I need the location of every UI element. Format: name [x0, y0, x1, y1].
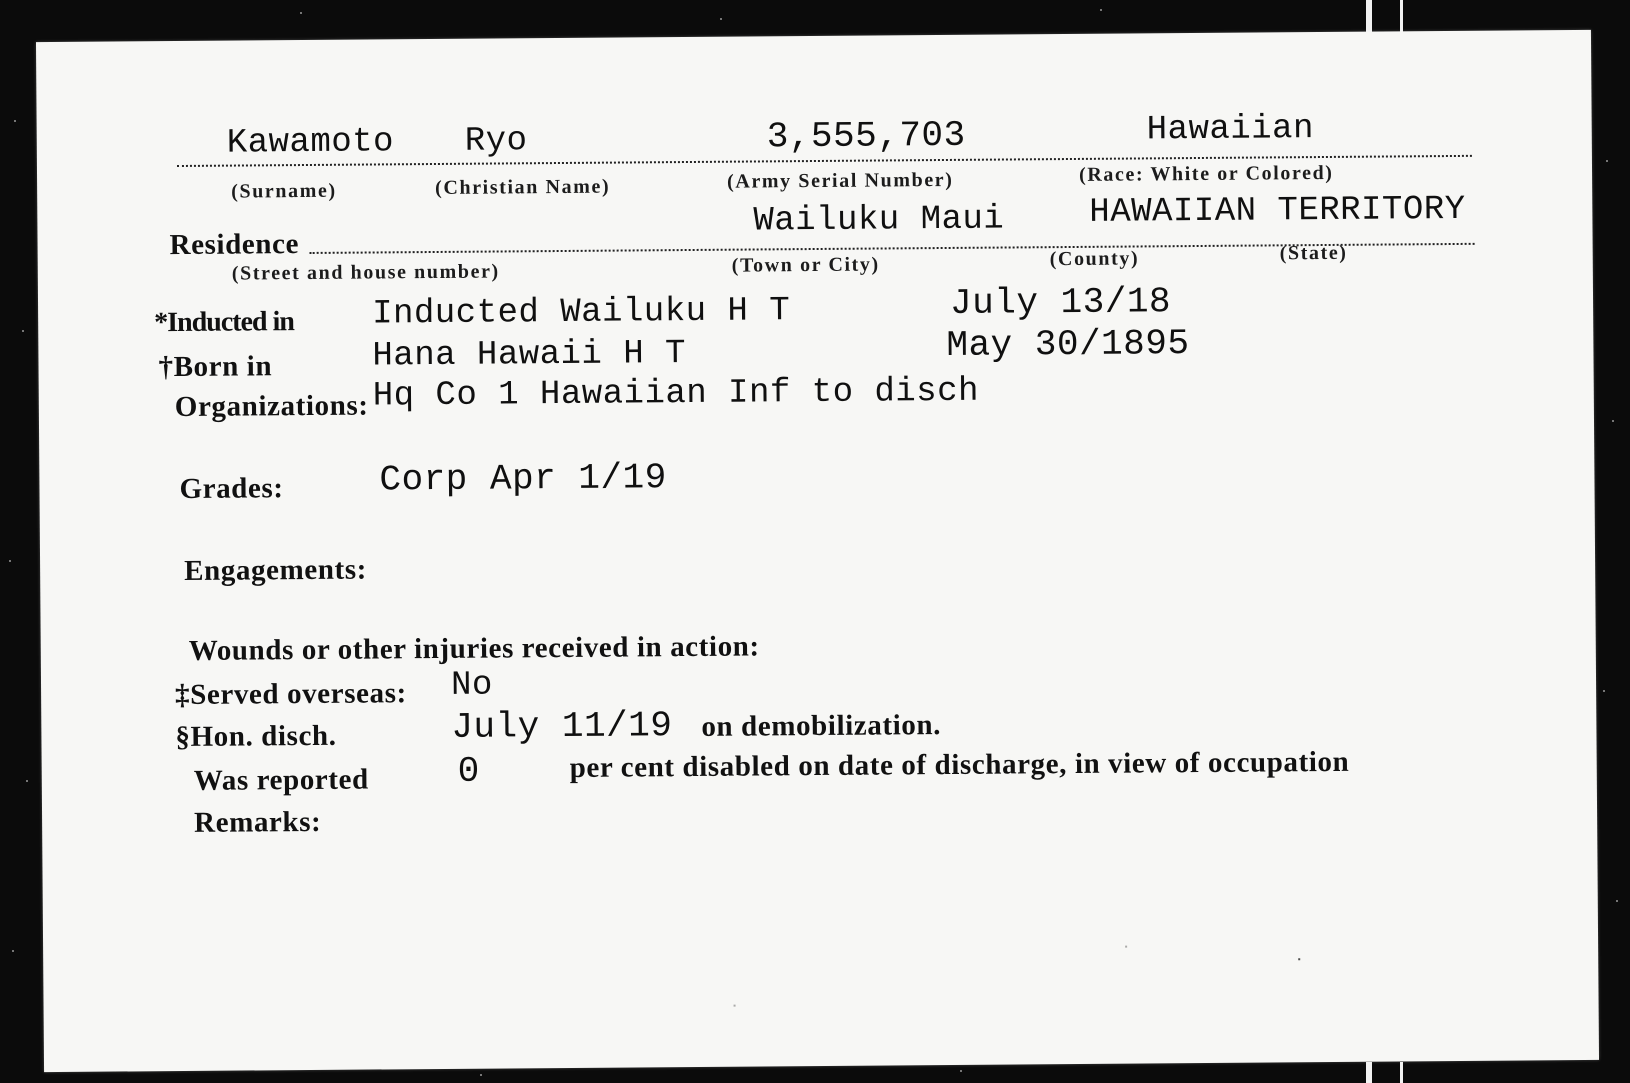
residence-town-value: Wailuku Maui [753, 200, 1005, 241]
inducted-place-value: Inducted Wailuku H T [371, 292, 791, 334]
street-caption: (Street and house number) [231, 260, 500, 285]
inducted-date-value: July 13/18 [949, 281, 1172, 324]
film-grain [1603, 690, 1605, 692]
film-edge-mark [1400, 0, 1403, 34]
honorable-discharge-label: §Hon. disch. [175, 719, 337, 754]
serial-number-caption: (Army Serial Number) [727, 168, 954, 193]
served-overseas-label: ‡Served overseas: [174, 677, 407, 712]
scan-speck [1298, 958, 1300, 960]
engagements-label: Engagements: [184, 553, 368, 587]
disability-percent-value: 0 [457, 750, 480, 792]
film-grain [1100, 9, 1102, 11]
film-grain [720, 18, 722, 20]
served-overseas-value: No [450, 666, 494, 705]
residence-label: Residence [169, 228, 300, 262]
race-caption: (Race: White or Colored) [1078, 161, 1334, 186]
born-date-value: May 30/1895 [946, 323, 1190, 366]
film-grain [960, 1070, 962, 1072]
film-edge-mark [1400, 1062, 1403, 1083]
grades-label: Grades: [179, 472, 284, 506]
organizations-label: Organizations: [174, 389, 369, 424]
film-grain [22, 330, 24, 332]
scan-speck [734, 1005, 736, 1007]
disability-suffix: per cent disabled on date of discharge, in view of occupation [569, 745, 1350, 784]
grades-value: Corp Apr 1/19 [379, 457, 667, 501]
discharge-suffix: on demobilization. [701, 709, 942, 743]
film-grain [9, 560, 11, 562]
film-edge-mark [1366, 1062, 1372, 1083]
film-grain [14, 120, 16, 122]
film-grain [12, 950, 14, 952]
town-caption: (Town or City) [731, 253, 880, 277]
surname-value: Kawamoto [226, 123, 395, 163]
scan-speck [1125, 946, 1127, 948]
state-caption: (State) [1279, 241, 1348, 265]
serial-number-value: 3,555,703 [766, 114, 966, 158]
film-grain [26, 780, 28, 782]
residence-state-value: HAWAIIAN TERRITORY [1089, 190, 1466, 232]
film-grain [300, 12, 302, 14]
film-grain [480, 1074, 482, 1076]
film-edge-mark [1366, 0, 1372, 34]
born-label: †Born in [158, 350, 273, 384]
christian-name-caption: (Christian Name) [435, 175, 611, 199]
film-grain [1606, 160, 1608, 162]
christian-name-value: Ryo [464, 122, 528, 161]
surname-caption: (Surname) [231, 179, 337, 203]
organizations-value: Hq Co 1 Hawaiian Inf to disch [372, 372, 980, 416]
service-record-card [36, 30, 1599, 1072]
inducted-label: *Inducted in [154, 306, 295, 339]
film-grain [1612, 420, 1614, 422]
wounds-label: Wounds or other injuries received in action: [188, 630, 760, 667]
county-caption: (County) [1049, 247, 1140, 271]
remarks-label: Remarks: [193, 805, 322, 839]
film-grain [1616, 900, 1618, 902]
race-value: Hawaiian [1146, 110, 1315, 150]
honorable-discharge-value: July 11/19 [451, 705, 673, 748]
born-place-value: Hana Hawaii H T [372, 335, 687, 376]
was-reported-label: Was reported [193, 763, 369, 797]
